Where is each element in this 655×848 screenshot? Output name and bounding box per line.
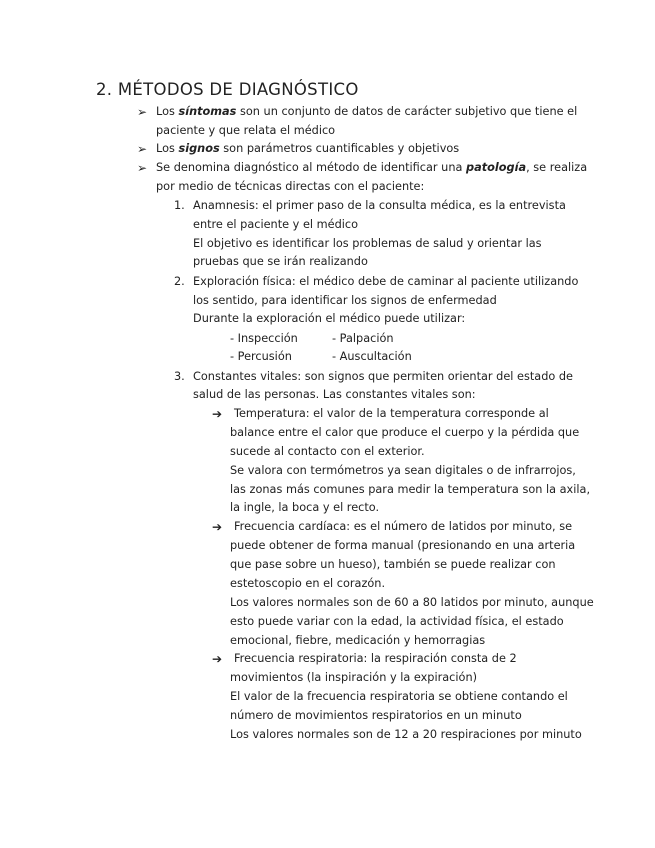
vital-line: que pase sobre un hueso), también se puede realizar con bbox=[230, 558, 556, 571]
vital-line: puede obtener de forma manual (presionando en una arteria bbox=[230, 539, 576, 552]
vital-line: emocional, fiebre, medicación y hemorragias bbox=[230, 634, 486, 647]
vital-line: las zonas más comunes para medir la temperatura son la axila, bbox=[230, 483, 591, 496]
vital-line: Frecuencia cardíaca: es el número de latidos por minuto, se bbox=[234, 520, 573, 533]
bullet-line: Los síntomas son un conjunto de datos de carácter subjetivo que tiene el bbox=[156, 105, 578, 118]
bullet-emphasis: signos bbox=[178, 142, 220, 155]
vital-line: Se valora con termómetros ya sean digitales o de infrarrojos, bbox=[230, 464, 576, 477]
vital-line: Frecuencia respiratoria: la respiración consta de 2 bbox=[234, 652, 517, 665]
bullet-arrow-icon: ➢ bbox=[137, 142, 148, 156]
list-number: 2. bbox=[174, 275, 185, 288]
list-item-line: El objetivo es identificar los problemas de salud y orientar las bbox=[193, 237, 542, 250]
vital-line: número de movimientos respiratorios en un minuto bbox=[230, 709, 522, 722]
list-item-line: Exploración física: el médico debe de caminar al paciente utilizando bbox=[193, 275, 579, 288]
list-item-line: salud de las personas. Las constantes vitales son: bbox=[193, 388, 476, 401]
bullet-emphasis: síntomas bbox=[178, 105, 237, 118]
vital-line: El valor de la frecuencia respiratoria se obtiene contando el bbox=[230, 690, 568, 703]
list-number: 1. bbox=[174, 199, 185, 212]
vital-line: sucede al contacto con el exterior. bbox=[230, 445, 425, 458]
vital-line: Los valores normales son de 12 a 20 respiraciones por minuto bbox=[230, 728, 582, 741]
section-heading: 2. MÉTODOS DE DIAGNÓSTICO bbox=[96, 80, 359, 99]
technique-item: - Percusión bbox=[230, 350, 292, 363]
bullet-line: paciente y que relata el médico bbox=[156, 124, 336, 137]
vital-line: esto puede variar con la edad, la actividad física, el estado bbox=[230, 615, 564, 628]
list-item-line: entre el paciente y el médico bbox=[193, 218, 359, 231]
vital-line: estetoscopio en el corazón. bbox=[230, 577, 386, 590]
list-item-line: Anamnesis: el primer paso de la consulta médica, es la entrevista bbox=[193, 199, 566, 212]
right-arrow-icon: ➔ bbox=[212, 652, 223, 666]
technique-item: - Auscultación bbox=[332, 350, 412, 363]
vital-line: movimientos (la inspiración y la expiración) bbox=[230, 671, 478, 684]
vital-line: balance entre el calor que produce el cuerpo y la pérdida que bbox=[230, 426, 580, 439]
list-item-line: los sentido, para identificar los signos de enfermedad bbox=[193, 294, 497, 307]
vital-line: Temperatura: el valor de la temperatura corresponde al bbox=[234, 407, 549, 420]
list-item-line: Durante la exploración el médico puede utilizar: bbox=[193, 312, 466, 325]
list-item-line: pruebas que se irán realizando bbox=[193, 255, 368, 268]
bullet-emphasis: patología bbox=[466, 161, 527, 174]
technique-item: - Palpación bbox=[332, 332, 394, 345]
vital-line: Los valores normales son de 60 a 80 latidos por minuto, aunque bbox=[230, 596, 594, 609]
bullet-line: por medio de técnicas directas con el paciente: bbox=[156, 180, 425, 193]
bullet-arrow-icon: ➢ bbox=[137, 105, 148, 119]
right-arrow-icon: ➔ bbox=[212, 520, 223, 534]
right-arrow-icon: ➔ bbox=[212, 407, 223, 421]
bullet-line: Los signos son parámetros cuantificables y objetivos bbox=[156, 142, 460, 155]
vital-line: la ingle, la boca y el recto. bbox=[230, 501, 380, 514]
list-item-line: Constantes vitales: son signos que permiten orientar del estado de bbox=[193, 370, 573, 383]
bullet-arrow-icon: ➢ bbox=[137, 161, 148, 175]
list-number: 3. bbox=[174, 370, 185, 383]
technique-item: - Inspección bbox=[230, 332, 298, 345]
bullet-line: Se denomina diagnóstico al método de identificar una patología, se realiza bbox=[156, 161, 588, 174]
